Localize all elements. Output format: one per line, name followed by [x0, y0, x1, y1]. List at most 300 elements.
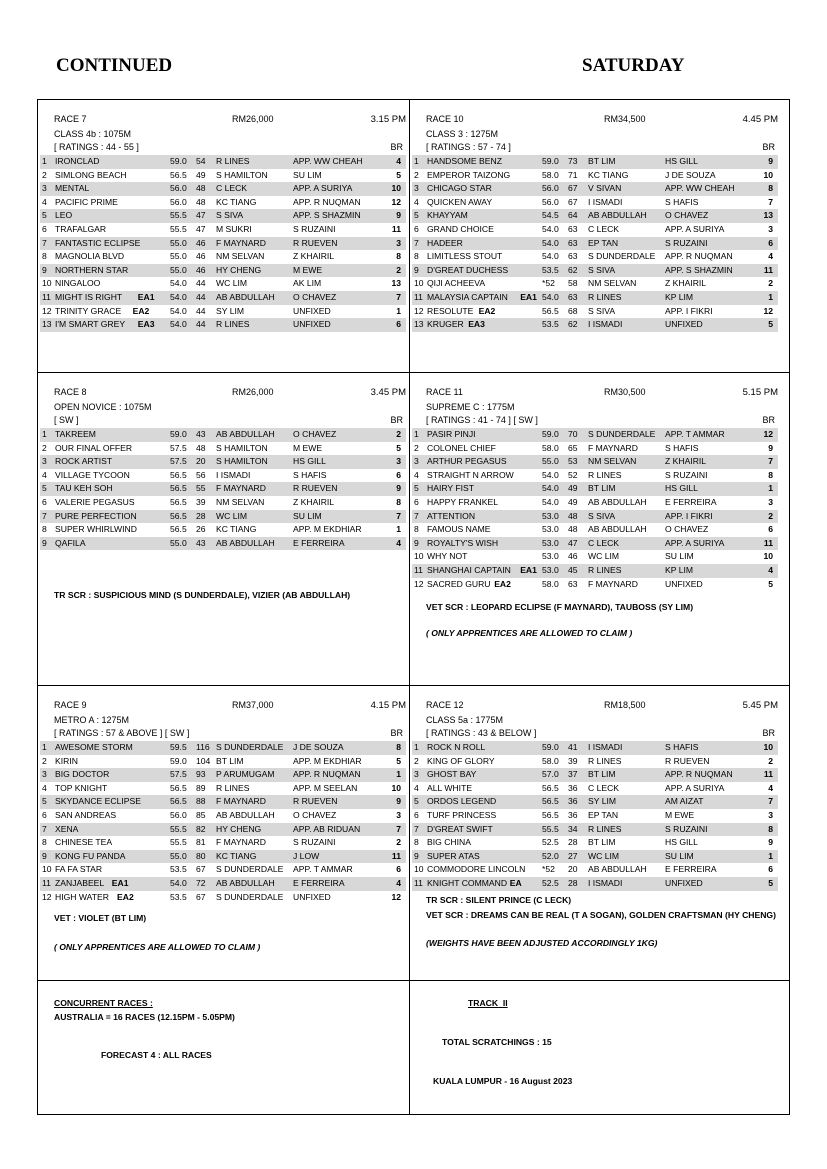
- rating: 44: [196, 305, 206, 316]
- runner-number: 9: [42, 850, 47, 861]
- runner-row: [40, 755, 406, 769]
- trainer: UNFIXED: [665, 319, 703, 330]
- barrier: 7: [768, 196, 773, 207]
- weight: 53.5: [170, 891, 187, 902]
- race-panel: [38, 100, 408, 372]
- weight: 56.0: [170, 809, 187, 820]
- rating: 89: [196, 782, 206, 793]
- runner-row: [40, 496, 406, 510]
- trainer: APP. A SURIYA: [293, 183, 353, 194]
- rating: 47: [568, 537, 578, 548]
- barrier: 7: [396, 823, 401, 834]
- race-prize: RM18,500: [604, 700, 646, 710]
- weight: 59.0: [170, 429, 187, 439]
- runner-number: 1: [42, 156, 47, 166]
- runner-row: [412, 469, 778, 483]
- runner-number: 6: [414, 223, 419, 234]
- weight: 54.0: [170, 278, 187, 289]
- runner-row: [412, 768, 778, 782]
- weight: 58.0: [542, 578, 559, 589]
- race-panel: [410, 100, 780, 372]
- rating: 88: [196, 796, 206, 807]
- weight: 55.5: [170, 837, 187, 848]
- jockey: NM SELVAN: [216, 251, 265, 262]
- rating: 71: [568, 169, 578, 180]
- runner-number: 2: [42, 755, 47, 766]
- race-number: RACE 12: [426, 700, 464, 710]
- weight: 54.0: [542, 291, 559, 302]
- horse-name: IRONCLAD: [55, 156, 100, 166]
- barrier: 4: [768, 782, 773, 793]
- trainer: AK LIM: [293, 278, 322, 289]
- track-label: TRACK: [468, 998, 499, 1008]
- jockey: AB ABDULLAH: [216, 877, 275, 888]
- race-header: [54, 387, 406, 399]
- rating: 20: [196, 456, 206, 467]
- horse-name: FA FA STAR: [55, 864, 103, 875]
- rating: 56: [196, 469, 206, 480]
- horse-name: FANTASTIC ECLIPSE: [55, 237, 141, 248]
- runner-row: [412, 318, 778, 332]
- runner-number: 9: [414, 850, 419, 861]
- runner-row: [412, 578, 778, 592]
- barrier: 2: [768, 278, 773, 289]
- horse-name: ORDOS LEGEND: [427, 796, 497, 807]
- jockey: I ISMADI: [216, 469, 251, 480]
- runner-row: [40, 264, 406, 278]
- jockey: P ARUMUGAM: [216, 769, 275, 780]
- rating: 43: [196, 429, 206, 439]
- rating: 48: [568, 510, 578, 521]
- entry-code: EA1: [137, 291, 155, 302]
- horse-name: MENTAL: [55, 183, 90, 194]
- trainer: UNFIXED: [665, 877, 703, 888]
- rating: 37: [568, 769, 578, 780]
- weight: 53.5: [170, 864, 187, 875]
- rating: 41: [568, 742, 578, 752]
- jockey: NM SELVAN: [216, 496, 265, 507]
- jockey: BT LIM: [588, 769, 616, 780]
- weight: 55.5: [170, 823, 187, 834]
- race-rating: [ RATINGS : 57 - 74 ]: [426, 142, 511, 152]
- trainer: M EWE: [293, 442, 323, 453]
- rating: 47: [196, 223, 206, 234]
- horse-name: D'GREAT DUCHESS: [427, 264, 509, 275]
- jockey: R LINES: [588, 564, 622, 575]
- runner-number: 5: [414, 483, 419, 494]
- runner-row: [40, 291, 406, 305]
- race-note: VET SCR : DREAMS CAN BE REAL (T A SOGAN), GOLDEN CRAFTSMAN (HY CHENG): [426, 910, 776, 920]
- horse-name: GRAND CHOICE: [427, 223, 494, 234]
- rating: 49: [568, 496, 578, 507]
- runner-row: [412, 863, 778, 877]
- trainer: APP. I FIKRI: [665, 510, 713, 521]
- jockey: R LINES: [588, 755, 622, 766]
- barrier: 7: [768, 796, 773, 807]
- barrier: 4: [768, 564, 773, 575]
- jockey: M SUKRI: [216, 223, 252, 234]
- trainer: S RUZAINI: [293, 223, 336, 234]
- weight: 56.5: [170, 510, 187, 521]
- trainer: E FERREIRA: [293, 537, 345, 548]
- race-panel: [410, 373, 780, 685]
- rating: 28: [568, 877, 578, 888]
- jockey: S HAMILTON: [216, 169, 268, 180]
- runner-list: [412, 155, 778, 332]
- runner-number: 12: [414, 578, 424, 589]
- trainer: APP. R NUQMAN: [293, 196, 361, 207]
- weight: 56.0: [170, 196, 187, 207]
- runner-number: 4: [414, 469, 419, 480]
- rating: 47: [196, 210, 206, 221]
- barrier: 12: [391, 891, 401, 902]
- race-number: RACE 7: [54, 114, 87, 124]
- weight: 54.0: [542, 483, 559, 494]
- barrier: 3: [768, 809, 773, 820]
- weight: 56.5: [170, 469, 187, 480]
- jockey: I ISMADI: [588, 319, 623, 330]
- race-class: CLASS 5a : 1775M: [426, 715, 504, 725]
- weight: 53.0: [542, 524, 559, 535]
- trainer: APP. M EKDHIAR: [293, 524, 362, 535]
- runner-row: [40, 196, 406, 210]
- trainer: APP. T AMMAR: [665, 429, 725, 439]
- jockey: C LECK: [588, 223, 620, 234]
- weight: 56.5: [542, 782, 559, 793]
- horse-name: BIG CHINA: [427, 837, 471, 848]
- jockey: BT LIM: [588, 837, 616, 848]
- jockey: NM SELVAN: [588, 456, 637, 467]
- horse-name: TRINITY GRACE: [55, 305, 122, 316]
- runner-row: [40, 155, 406, 169]
- runner-row: [40, 428, 406, 442]
- trainer: HS GILL: [665, 837, 698, 848]
- weight: 55.0: [170, 537, 187, 548]
- jockey: AB ABDULLAH: [588, 524, 647, 535]
- jockey: R LINES: [588, 469, 622, 480]
- runner-row: [40, 795, 406, 809]
- rating: 26: [196, 524, 206, 535]
- trainer: R RUEVEN: [293, 483, 338, 494]
- jockey: EP TAN: [588, 237, 619, 248]
- weight: *52: [542, 278, 555, 289]
- jockey: I ISMADI: [588, 877, 623, 888]
- entry-code: EA1: [520, 291, 537, 302]
- trainer: UNFIXED: [293, 319, 331, 330]
- trainer: APP. R NUQMAN: [293, 769, 361, 780]
- rating: 49: [196, 169, 206, 180]
- horse-name: KONG FU PANDA: [55, 850, 126, 861]
- horse-name: D'GREAT SWIFT: [427, 823, 493, 834]
- weight: 54.0: [170, 877, 187, 888]
- runner-row: [40, 169, 406, 183]
- jockey: NM SELVAN: [588, 278, 637, 289]
- barrier: 4: [396, 877, 401, 888]
- horse-name: MALAYSIA CAPTAIN: [427, 291, 508, 302]
- runner-number: 6: [414, 496, 419, 507]
- jockey: S SIVA: [216, 210, 244, 221]
- runner-number: 2: [42, 442, 47, 453]
- rating: 45: [568, 564, 578, 575]
- rating: 63: [568, 237, 578, 248]
- barrier: 7: [396, 291, 401, 302]
- barrier: 12: [391, 196, 401, 207]
- barrier: 6: [396, 319, 401, 330]
- barrier-header: BR: [762, 728, 775, 738]
- runner-row: [412, 155, 778, 169]
- race-rating: [ RATINGS : 44 - 55 ]: [54, 142, 139, 152]
- weight: 54.0: [170, 319, 187, 330]
- trainer: O CHAVEZ: [293, 429, 337, 439]
- race-panel: [410, 686, 780, 980]
- trainer: J DE SOUZA: [665, 169, 716, 180]
- horse-name: KRUGER: [427, 319, 464, 330]
- trainer: APP. I FIKRI: [665, 305, 713, 316]
- horse-name: QUICKEN AWAY: [427, 196, 493, 207]
- runner-number: 11: [414, 564, 423, 575]
- jockey: BT LIM: [588, 483, 616, 494]
- trainer: UNFIXED: [293, 891, 331, 902]
- runner-row: [40, 741, 406, 755]
- barrier: 5: [768, 578, 773, 589]
- trainer: Z KHAIRIL: [665, 456, 707, 467]
- weight: 54.0: [170, 291, 187, 302]
- weight: 56.0: [542, 183, 559, 194]
- barrier: 8: [768, 823, 773, 834]
- rating: 67: [568, 183, 578, 194]
- rating: 54: [196, 156, 206, 166]
- horse-name: OUR FINAL OFFER: [55, 442, 133, 453]
- jockey: AB ABDULLAH: [216, 537, 275, 548]
- concurrent-title: CONCURRENT RACES :: [54, 998, 153, 1008]
- barrier: 3: [396, 456, 401, 467]
- barrier: 12: [763, 305, 773, 316]
- weight: 56.5: [170, 169, 187, 180]
- entry-code: EA2: [478, 305, 496, 316]
- race-class: OPEN NOVICE : 1075M: [54, 402, 152, 412]
- jockey: I ISMADI: [588, 196, 623, 207]
- race-panel: [38, 686, 408, 980]
- jockey: C LECK: [588, 537, 620, 548]
- runner-row: [412, 428, 778, 442]
- barrier: 1: [396, 524, 401, 535]
- jockey: KC TIANG: [216, 850, 257, 861]
- weight: 58.0: [542, 169, 559, 180]
- rating: 46: [568, 551, 578, 562]
- rating: 64: [568, 210, 578, 221]
- horse-name: TOP KNIGHT: [55, 782, 108, 793]
- horse-name: PURE PERFECTION: [55, 510, 137, 521]
- runner-number: 13: [414, 319, 424, 330]
- runner-row: [412, 850, 778, 864]
- jockey: R LINES: [588, 823, 622, 834]
- rating: 63: [568, 578, 578, 589]
- horse-name: VILLAGE TYCOON: [55, 469, 130, 480]
- horse-name: AWESOME STORM: [55, 742, 133, 752]
- rating: 53: [568, 456, 578, 467]
- runner-row: [412, 277, 778, 291]
- barrier: 10: [763, 169, 773, 180]
- jockey: S DUNDERDALE: [216, 864, 284, 875]
- runner-number: 4: [414, 196, 419, 207]
- jockey: WC LIM: [216, 278, 248, 289]
- horse-name: FAMOUS NAME: [427, 524, 491, 535]
- rating: 70: [568, 429, 578, 439]
- rating: 49: [568, 483, 578, 494]
- weight: 53.0: [542, 537, 559, 548]
- weight: 59.0: [542, 742, 559, 752]
- runner-number: 2: [414, 169, 419, 180]
- race-class: METRO A : 1275M: [54, 715, 130, 725]
- runner-number: 1: [42, 742, 47, 752]
- race-rating: [ RATINGS : 41 - 74 ] [ SW ]: [426, 415, 538, 425]
- runner-number: 7: [42, 510, 47, 521]
- race-rating: [ SW ]: [54, 415, 79, 425]
- barrier: 4: [768, 251, 773, 262]
- race-note: TR SCR : SILENT PRINCE (C LECK): [426, 895, 572, 905]
- rating: 20: [568, 864, 578, 875]
- race-header: [54, 700, 406, 712]
- barrier: 9: [396, 483, 401, 494]
- weight: 52.5: [542, 837, 559, 848]
- weight: 55.5: [542, 823, 559, 834]
- runner-number: 5: [42, 483, 47, 494]
- trainer: HS GILL: [293, 456, 326, 467]
- runner-number: 3: [42, 183, 47, 194]
- weight: 55.0: [542, 456, 559, 467]
- barrier: 2: [396, 264, 401, 275]
- runner-row: [40, 782, 406, 796]
- race-rating: [ RATINGS : 57 & ABOVE ] [ SW ]: [54, 728, 190, 738]
- weight: 59.5: [170, 742, 187, 752]
- runner-number: 9: [42, 264, 47, 275]
- weight: 58.0: [542, 755, 559, 766]
- jockey: C LECK: [588, 782, 620, 793]
- weight: 57.5: [170, 769, 187, 780]
- horse-name: HANDSOME BENZ: [427, 156, 502, 166]
- race-note: VET SCR : LEOPARD ECLIPSE (F MAYNARD), TAUBOSS (SY LIM): [426, 602, 694, 612]
- horse-name: ATTENTION: [427, 510, 476, 521]
- runner-number: 10: [414, 864, 424, 875]
- horse-name: KING OF GLORY: [427, 755, 495, 766]
- rating: 93: [196, 769, 206, 780]
- runner-number: 1: [42, 429, 47, 439]
- horse-name: TRAFALGAR: [55, 223, 107, 234]
- runner-row: [412, 836, 778, 850]
- barrier: 10: [763, 742, 773, 752]
- runner-row: [412, 237, 778, 251]
- barrier: 1: [768, 483, 773, 494]
- rating: 48: [568, 524, 578, 535]
- trainer: R RUEVEN: [665, 755, 710, 766]
- horse-name: COLONEL CHIEF: [427, 442, 496, 453]
- weight: 56.5: [170, 796, 187, 807]
- barrier: 11: [763, 264, 773, 275]
- race-note: ( ONLY APPRENTICES ARE ALLOWED TO CLAIM ): [426, 628, 633, 638]
- jockey: R LINES: [216, 156, 250, 166]
- trainer: E FERREIRA: [665, 496, 717, 507]
- race-note: (WEIGHTS HAVE BEEN ADJUSTED ACCORDINGLY 1KG): [426, 938, 658, 948]
- rating: 63: [568, 251, 578, 262]
- race-time: 5.45 PM: [742, 700, 778, 711]
- barrier: 5: [768, 877, 773, 888]
- barrier: 11: [391, 850, 401, 861]
- concurrent-panel: [38, 981, 408, 1115]
- trainer: APP. M SEELAN: [293, 782, 358, 793]
- rating: 73: [568, 156, 578, 166]
- horse-name: SKYDANCE ECLIPSE: [55, 796, 141, 807]
- race-header: [426, 387, 778, 399]
- horse-name: TAKREEM: [55, 429, 96, 439]
- rating: 43: [196, 537, 206, 548]
- trainer: S RUZAINI: [293, 837, 336, 848]
- entry-code: EA1: [520, 564, 537, 575]
- barrier: 5: [396, 442, 401, 453]
- weight: 55.0: [170, 264, 187, 275]
- jockey: S SIVA: [588, 264, 616, 275]
- runner-list: [40, 428, 406, 550]
- runner-row: [40, 442, 406, 456]
- runner-number: 8: [414, 837, 419, 848]
- weight: 54.0: [542, 223, 559, 234]
- race-class: CLASS 4b : 1075M: [54, 129, 132, 139]
- barrier-header: BR: [762, 415, 775, 425]
- trainer: HS GILL: [665, 156, 698, 166]
- jockey: C LECK: [216, 183, 248, 194]
- weight: 53.0: [542, 564, 559, 575]
- runner-row: [412, 209, 778, 223]
- race-time: 3.45 PM: [370, 387, 406, 398]
- barrier: 1: [768, 291, 773, 302]
- trainer: AM AIZAT: [665, 796, 704, 807]
- jockey: WC LIM: [216, 510, 248, 521]
- trainer: APP. AB RIDUAN: [293, 823, 361, 834]
- trainer: SU LIM: [293, 510, 322, 521]
- runner-row: [40, 209, 406, 223]
- runner-row: [412, 264, 778, 278]
- horse-name: GHOST BAY: [427, 769, 477, 780]
- trainer: APP. A SURIYA: [665, 223, 725, 234]
- trainer: S RUZAINI: [665, 237, 708, 248]
- runner-number: 2: [42, 169, 47, 180]
- trainer: UNFIXED: [665, 578, 703, 589]
- rating: 28: [568, 837, 578, 848]
- horse-name: SIMLONG BEACH: [55, 169, 127, 180]
- barrier: 3: [396, 237, 401, 248]
- barrier: 1: [768, 850, 773, 861]
- rating: 62: [568, 264, 578, 275]
- trainer: APP. A SURIYA: [665, 537, 725, 548]
- runner-row: [40, 809, 406, 823]
- runner-row: [40, 223, 406, 237]
- runner-number: 4: [414, 782, 419, 793]
- weight: 56.0: [170, 183, 187, 194]
- weight: 55.0: [170, 237, 187, 248]
- trainer: APP. A SURIYA: [665, 782, 725, 793]
- barrier: 12: [763, 429, 773, 439]
- jockey: S SIVA: [588, 305, 616, 316]
- runner-number: 7: [414, 237, 419, 248]
- weight: 56.0: [542, 196, 559, 207]
- barrier: 11: [763, 537, 773, 548]
- runner-row: [412, 482, 778, 496]
- jockey: F MAYNARD: [216, 483, 266, 494]
- trainer: S HAFIS: [665, 742, 699, 752]
- barrier: 13: [391, 278, 401, 289]
- jockey: S SIVA: [588, 510, 616, 521]
- race-card-grid: [37, 99, 790, 1115]
- runner-number: 11: [42, 877, 51, 888]
